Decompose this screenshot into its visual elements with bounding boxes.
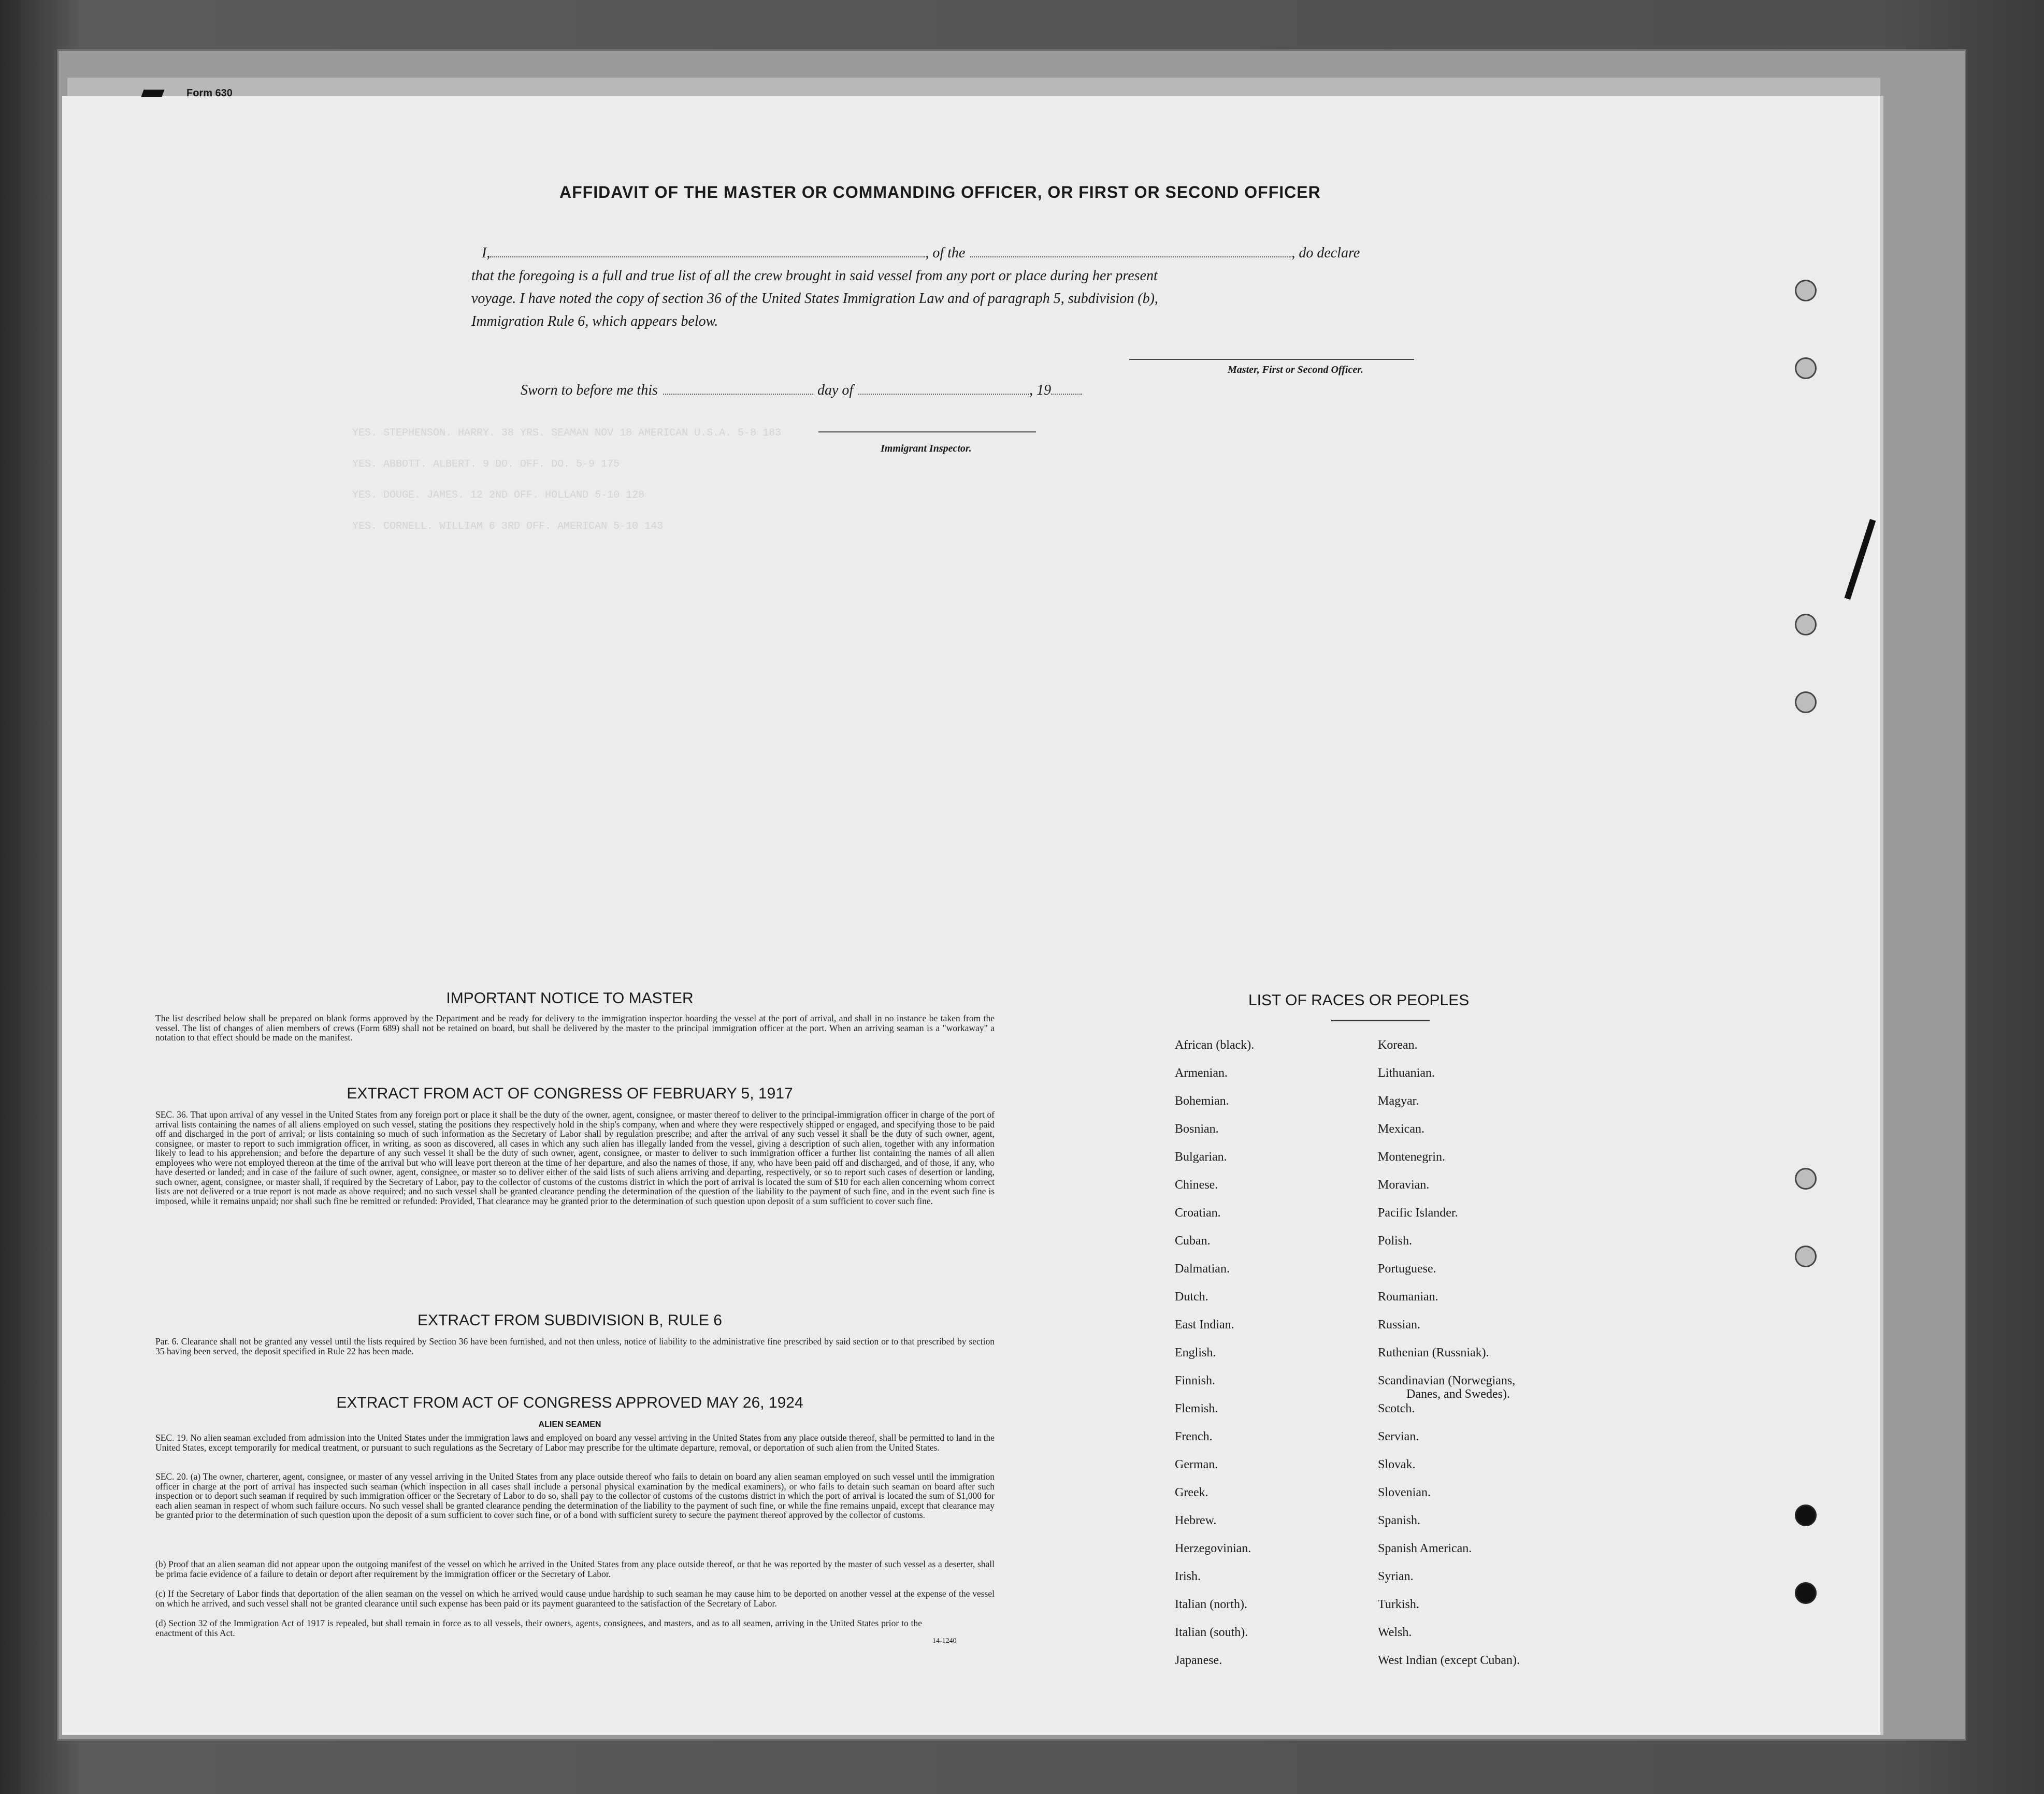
bleed-through-text: YES. CORNELL. WILLIAM 6 3RD OFF. AMERICAN 5-10 143 [352, 520, 664, 532]
extract-1917-title: EXTRACT FROM ACT OF CONGRESS OF FEBRUARY 5, 1917 [347, 1085, 793, 1102]
race-item: Cuban. [1175, 1234, 1211, 1248]
race-item: Polish. [1378, 1234, 1413, 1248]
race-item: Bulgarian. [1175, 1150, 1227, 1164]
races-title-rule [1331, 1020, 1430, 1021]
master-signature-label: Master, First or Second Officer. [1228, 364, 1363, 375]
race-item: Japanese. [1175, 1654, 1222, 1667]
race-item: Magyar. [1378, 1094, 1419, 1108]
race-item: Servian. [1378, 1430, 1419, 1443]
race-item: West Indian (except Cuban). [1378, 1654, 1520, 1667]
affidavit-declare: , do declare [1291, 245, 1360, 261]
races-title: LIST OF RACES OR PEOPLES [1248, 992, 1470, 1009]
race-item: English. [1175, 1346, 1216, 1359]
affidavit-of-the: , of the [925, 245, 966, 261]
affidavit-line-2: that the foregoing is a full and true list of all the crew brought in said vessel from any port or place during her present [471, 268, 1158, 284]
race-item: Croatian. [1175, 1206, 1221, 1220]
bleed-through-text: YES. STEPHENSON. HARRY. 38 YRS. SEAMAN NOV 18 AMERICAN U.S.A. 5-8 183 [352, 427, 782, 439]
race-item: Mexican. [1378, 1122, 1424, 1136]
extract-1924-sec19: SEC. 19. No alien seaman excluded from admission into the United States under the immigration laws and employed on board any vessel arriving in the United States from any place outside thereof, shall be permitted to land in the United States, except temporarily for medical treatment, or pursuant to such regulations as the Secretary of Labor may prescribe for the ultimate departure, removal, or deportation of such alien from the United States. [155, 1433, 995, 1453]
binder-hole [1795, 1504, 1817, 1526]
race-item: Spanish American. [1378, 1542, 1472, 1555]
race-item: Montenegrin. [1378, 1150, 1445, 1164]
affidavit-i: I, [482, 245, 491, 261]
race-item: East Indian. [1175, 1318, 1234, 1332]
sworn-day-of: day of [817, 382, 854, 398]
race-item: Welsh. [1378, 1626, 1412, 1639]
sworn-year-blank[interactable] [1051, 394, 1082, 395]
inspector-signature-line[interactable] [818, 431, 1036, 432]
binder-hole [1795, 1582, 1817, 1604]
race-item: Italian (south). [1175, 1626, 1248, 1639]
race-item: Greek. [1175, 1486, 1208, 1499]
race-item: Pacific Islander. [1378, 1206, 1458, 1220]
race-item: Hebrew. [1175, 1514, 1217, 1527]
race-item: Ruthenian (Russniak). [1378, 1346, 1489, 1359]
binder-hole [1795, 357, 1817, 379]
race-item: Moravian. [1378, 1178, 1430, 1192]
form-number: Form 630 [186, 88, 233, 99]
binder-hole [1795, 614, 1817, 635]
binder-hole [1795, 280, 1817, 301]
race-item: Slovenian. [1378, 1486, 1431, 1499]
bleed-through-text: YES. ABBOTT. ALBERT. 9 DO. OFF. DO. 5-9 175 [352, 458, 620, 470]
extract-1924-sec20c: (c) If the Secretary of Labor finds that deportation of the alien seaman on the vessel on which he arrived would cause undue hardship to such seaman he may cause him to be deported on another vessel at the expense of the vessel on which he arrived, and such vessel shall not be granted clearance until such expense has been paid or its payment guaranteed to the satisfaction of the Secretary of Labor. [155, 1588, 995, 1609]
extract-1924-title: EXTRACT FROM ACT OF CONGRESS APPROVED MAY 26, 1924 [336, 1394, 803, 1411]
race-item: Herzegovinian. [1175, 1542, 1251, 1555]
sworn-day-blank[interactable] [663, 394, 813, 395]
sworn-prefix: Sworn to before me this [521, 382, 658, 398]
sworn-line [521, 382, 1082, 399]
extract-1924-sec20d: (d) Section 32 of the Immigration Act of 1917 is repealed, but shall remain in force as to all vessels, their owners, agents, consignees, and masters, and as to all seamen, arriving in the United States prior to the enactment of this Act. [155, 1618, 922, 1638]
race-item: Dalmatian. [1175, 1262, 1230, 1276]
race-item: German. [1175, 1458, 1218, 1471]
race-item: Bosnian. [1175, 1122, 1219, 1136]
vessel-blank[interactable] [970, 256, 1291, 257]
race-item: Lithuanian. [1378, 1066, 1435, 1080]
race-item: Portuguese. [1378, 1262, 1436, 1276]
important-notice-title: IMPORTANT NOTICE TO MASTER [446, 990, 694, 1007]
race-item: Flemish. [1175, 1402, 1218, 1415]
bleed-through-text: YES. DOUGE. JAMES. 12 2ND OFF. HOLLAND 5-10 128 [352, 489, 645, 501]
race-item: Spanish. [1378, 1514, 1421, 1527]
race-item: Korean. [1378, 1038, 1418, 1052]
race-item: Roumanian. [1378, 1290, 1438, 1304]
inspector-label: Immigrant Inspector. [881, 443, 972, 454]
handwritten-check-mark [1845, 519, 1876, 600]
name-blank[interactable] [490, 256, 925, 257]
race-item: Chinese. [1175, 1178, 1218, 1192]
form-page [62, 88, 1883, 1735]
sworn-month-blank[interactable] [858, 394, 1029, 395]
race-item: Dutch. [1175, 1290, 1208, 1304]
binder-hole [1795, 691, 1817, 713]
extract-rule6-text: Par. 6. Clearance shall not be granted any vessel until the lists required by Section 36 have been furnished, and not then unless, notice of liability to the administrative fine prescribed by said section or to that prescribed by section 35 having been served, the deposit specified in Rule 22 has been made. [155, 1336, 995, 1356]
race-item: Finnish. [1175, 1374, 1216, 1387]
race-item: Scandinavian (Norwegians, [1378, 1374, 1516, 1387]
binder-hole [1795, 1246, 1817, 1267]
race-item: African (black). [1175, 1038, 1255, 1052]
race-item: Bohemian. [1175, 1094, 1229, 1108]
form-arrow-mark [141, 90, 164, 97]
race-item: Danes, and Swedes). [1406, 1387, 1510, 1401]
race-item: Scotch. [1378, 1402, 1415, 1415]
master-signature-line[interactable] [1129, 359, 1414, 360]
race-item: Armenian. [1175, 1066, 1228, 1080]
extract-rule6-title: EXTRACT FROM SUBDIVISION B, RULE 6 [418, 1312, 722, 1329]
sworn-year: , 19 [1029, 382, 1052, 398]
affidavit-title: AFFIDAVIT OF THE MASTER OR COMMANDING OFFICER, OR FIRST OR SECOND OFFICER [559, 183, 1321, 201]
print-code: 14-1240 [932, 1637, 957, 1645]
race-item: French. [1175, 1430, 1213, 1443]
extract-1917-text: SEC. 36. That upon arrival of any vessel in the United States from any foreign port or place it shall be the duty of the owner, agent, consignee, or master thereof to deliver to the principal-immigration officer in charge of the port of arrival lists containing the names of all aliens employed on such vessel, stating the positions they respectively hold in the ship's company, when and where they were respectively shipped or engaged, and specifying those to be paid off and discharged in the port of arrival; or lists containing so much of such information as the Secretary of Labor shall by regulation prescribe; and after the arrival of any such vessel it shall be the duty of such owner, agent, consignee, or master to report to such immigration officer, in writing, as soon as discovered, all cases in which any such alien has illegally landed from the vessel, giving a description of such alien, together with any information likely to lead to his apprehension; and before the departure of any such vessel it shall be the duty of such owner, agent, consignee, or master to deliver to such immigration officer a further list containing the names of all alien employees who were not employed thereon at the time of the arrival but who will leave port thereon at the time of her departure, and also the names of those, if any, who have been paid off and discharged, and of those, if any, who have deserted or landed; and in case of the failure of such owner, agent, consignee, or master so to deliver either of the said lists of such aliens arriving and departing, respectively, or so to report such cases of desertion or landing, such owner, agent, consignee, or master shall, if required by the Secretary of Labor, pay to the collector of customs of the customs district in which the port of arrival is located the sum of $10 for each alien concerning whom correct lists are not delivered or a true report is not made as above required; and no such vessel shall be granted clearance pending the determination of the question of the liability to the payment of such fine, and in the event such fine is imposed, while it remains unpaid; nor shall such fine be remitted or refunded: Provided, That clearance may be granted prior to the determination of such question upon deposit of a sum sufficient to cover such fine. [155, 1109, 995, 1206]
race-item: Russian. [1378, 1318, 1421, 1332]
race-item: Turkish. [1378, 1598, 1419, 1611]
affidavit-line-3: voyage. I have noted the copy of section 36 of the United States Immigration Law and of paragraph 5, subdivision (b), [471, 291, 1158, 307]
affidavit-line-4: Immigration Rule 6, which appears below. [471, 313, 718, 329]
extract-1924-subtitle: ALIEN SEAMEN [538, 1420, 601, 1429]
race-item: Syrian. [1378, 1570, 1414, 1583]
race-item: Slovak. [1378, 1458, 1416, 1471]
race-item: Italian (north). [1175, 1598, 1247, 1611]
extract-1924-sec20a: SEC. 20. (a) The owner, charterer, agent, consignee, or master of any vessel arriving in the United States from any place outside thereof who fails to detain on board any alien seaman employed on such vessel until the immigration officer in charge at the port of arrival has inspected such seaman (which inspection in all cases shall include a personal physical examination by the medical examiners), or who fails to detain such seaman on board after such inspection or to deport such seaman if required by such immigration officer or the Secretary of Labor to do so, shall pay to the collector of customs of the customs district in which the port of arrival is located the sum of $1,000 for each alien seaman in respect of whom such failure occurs. No such vessel shall be granted clearance pending the determination of the liability to the payment of such fine, or while the fine remains unpaid, except that clearance may be granted prior to the determination of such question upon the deposit of a sum sufficient to cover such fine, or of a bond with sufficient surety to secure the payment thereof approved by the collector of customs. [155, 1471, 995, 1520]
important-notice-text: The list described below shall be prepared on blank forms approved by the Department and be ready for delivery to the immigration inspector boarding the vessel at the port of arrival, and shall in no instance be taken from the vessel. The list of changes of alien members of crews (Form 689) shall not be retained on board, but shall be delivered by the master to the principal immigration officer at the port. When an arriving seaman is a "workaway" a notation to that effect should be made on the manifest. [155, 1013, 995, 1043]
race-item: Irish. [1175, 1570, 1201, 1583]
extract-1924-sec20b: (b) Proof that an alien seaman did not appear upon the outgoing manifest of the vessel on which he arrived in the United States from any place outside thereof, or that he was reported by the master of such vessel as a deserter, shall be prima facie evidence of a failure to detain or deport after requirement by the immigration officer or the Secretary of Labor. [155, 1559, 995, 1579]
binder-hole [1795, 1168, 1817, 1190]
affidavit-line-1 [482, 245, 1360, 262]
